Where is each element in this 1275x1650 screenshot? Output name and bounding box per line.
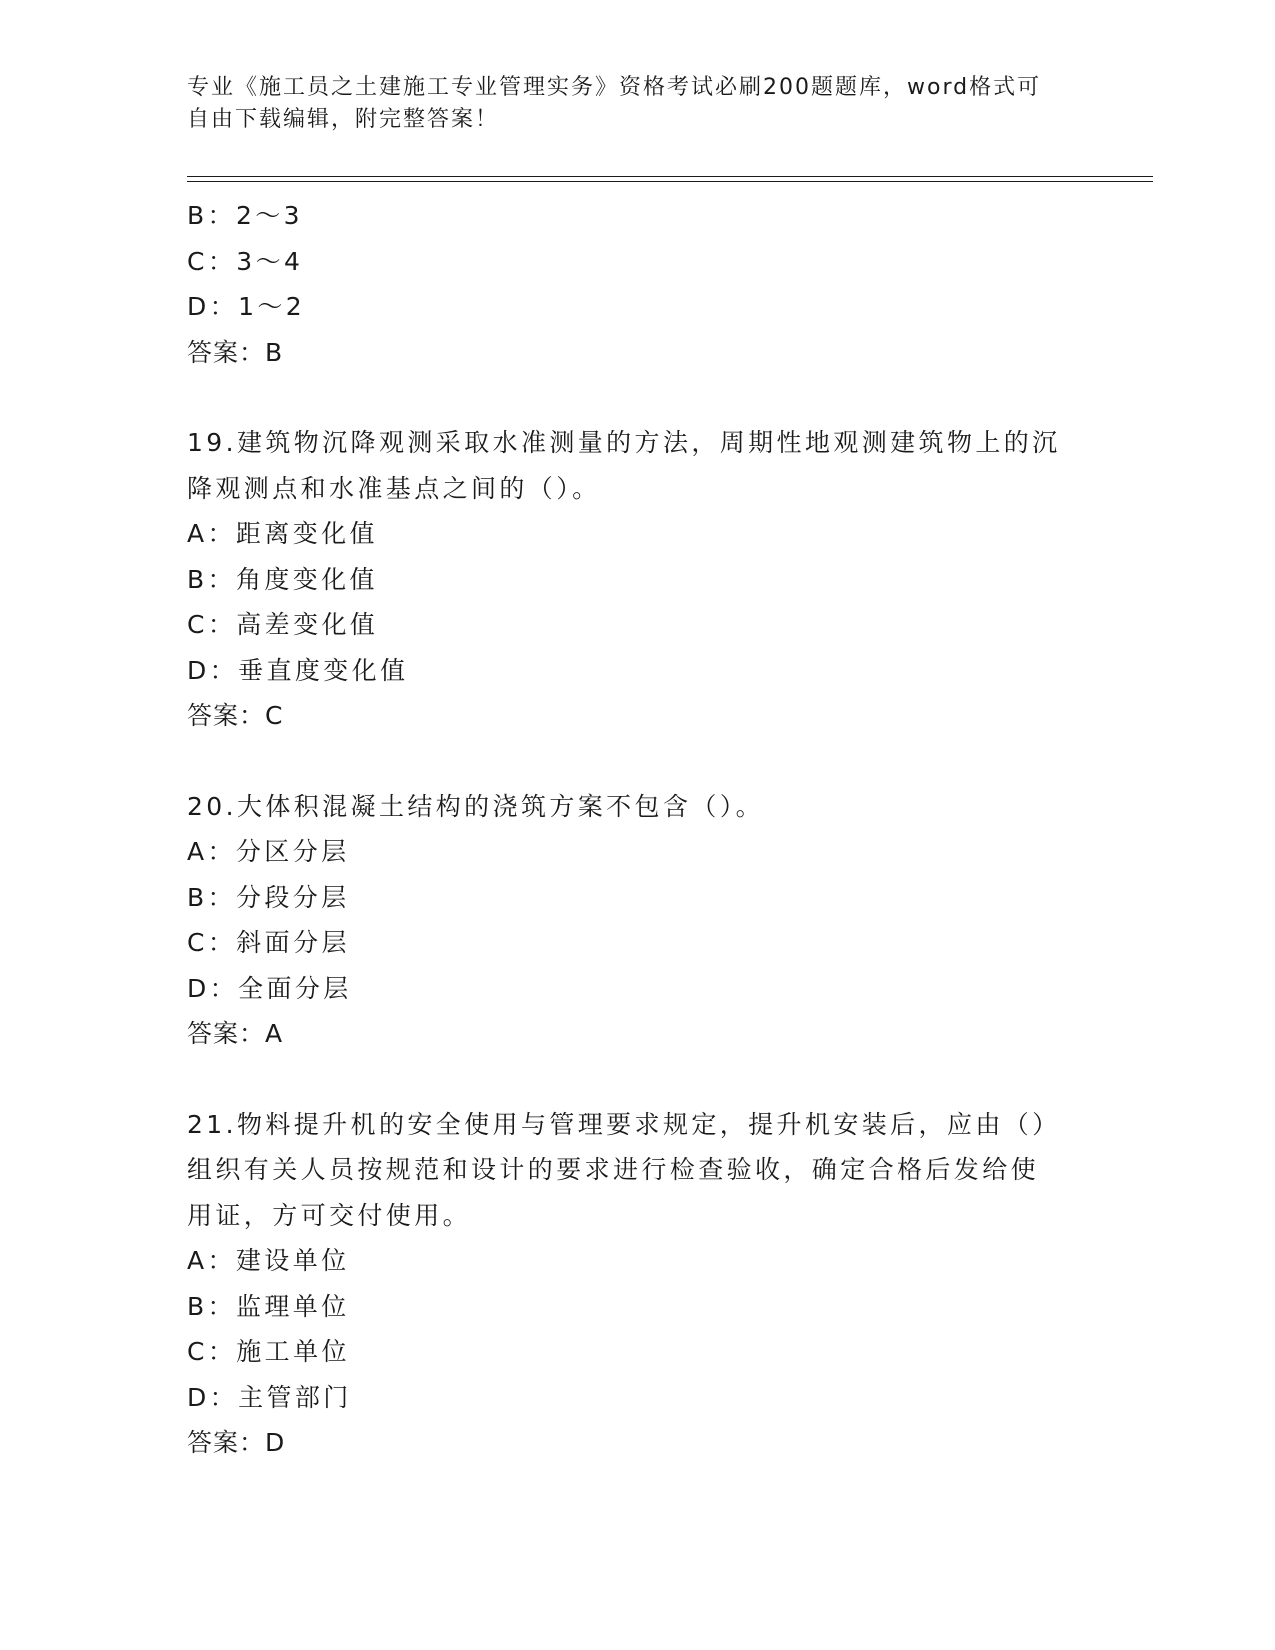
question-stem: 用证，方可交付使用。 <box>187 1200 472 1230</box>
document-header <box>187 72 1067 136</box>
header-title-line-2: 自由下载编辑，附完整答案！ <box>187 107 500 132</box>
option-text: 垂直度变化值 <box>238 655 409 685</box>
option-text: 施工单位 <box>236 1337 350 1366</box>
option-label: D： <box>187 292 239 321</box>
question-stem: 19.建筑物沉降观测采取水准测量的方法，周期性地观测建筑物上的沉 <box>187 428 1061 457</box>
option-d <box>187 966 1087 1012</box>
question-19 <box>187 420 1087 739</box>
option-text: 分区分层 <box>235 837 350 866</box>
header-title-line-1: 专业《施工员之土建施工专业管理实务》资格考试必刷200题题库，word格式可 <box>187 75 1042 100</box>
option-a <box>187 1238 1087 1284</box>
question-stem: 降观测点和水准基点之间的（）。 <box>187 473 601 503</box>
option-c <box>187 920 1087 966</box>
answer: 答案：B <box>187 337 284 367</box>
option-d <box>187 648 1087 694</box>
question-21 <box>187 1102 1087 1466</box>
answer: 答案：D <box>187 1428 286 1457</box>
option-label: C： <box>187 928 237 957</box>
header-divider-top <box>187 176 1153 177</box>
option-d <box>187 1375 1087 1421</box>
option-b <box>187 193 1087 239</box>
option-label: C： <box>187 610 237 639</box>
option-label: B： <box>187 882 236 912</box>
header-divider-bottom <box>187 181 1153 182</box>
question-list <box>187 193 1087 1466</box>
option-label: C： <box>187 1337 237 1366</box>
option-label: A： <box>187 1246 236 1275</box>
option-label: D： <box>187 973 239 1003</box>
option-c <box>187 239 1087 285</box>
option-text: 全面分层 <box>238 973 352 1003</box>
question-stem: 组织有关人员按规范和设计的要求进行检查验收，确定合格后发给使 <box>187 1155 1040 1184</box>
question-18-continuation <box>187 193 1087 375</box>
option-label: A： <box>187 519 236 548</box>
option-b <box>187 875 1087 921</box>
option-label: B： <box>187 201 236 230</box>
option-c <box>187 602 1087 648</box>
option-b <box>187 1284 1087 1330</box>
option-text: 主管部门 <box>238 1382 352 1412</box>
option-label: C： <box>187 246 237 276</box>
spacer <box>187 375 1087 420</box>
option-text: 斜面分层 <box>236 928 350 957</box>
question-stem: 21.物料提升机的安全使用与管理要求规定，提升机安装后，应由（） <box>187 1109 1061 1139</box>
option-text: 分段分层 <box>235 882 350 912</box>
answer: 答案：C <box>187 701 284 730</box>
option-b <box>187 557 1087 603</box>
spacer <box>187 1057 1087 1102</box>
option-a <box>187 511 1087 557</box>
option-label: B： <box>187 1291 236 1321</box>
option-label: D： <box>187 655 239 685</box>
option-label: A： <box>187 837 236 866</box>
option-text: 2～3 <box>235 201 303 230</box>
question-stem: 20.大体积混凝土结构的浇筑方案不包含（）。 <box>187 791 765 821</box>
option-text: 角度变化值 <box>235 564 378 594</box>
option-text: 监理单位 <box>235 1291 350 1321</box>
option-d <box>187 284 1087 330</box>
option-text: 建设单位 <box>235 1246 350 1275</box>
option-text: 距离变化值 <box>235 519 378 548</box>
question-20 <box>187 784 1087 1057</box>
option-text: 1～2 <box>238 292 306 321</box>
spacer <box>187 739 1087 784</box>
answer: 答案：A <box>187 1019 284 1048</box>
option-text: 高差变化值 <box>236 610 379 639</box>
option-a <box>187 829 1087 875</box>
option-label: D： <box>187 1382 239 1412</box>
option-label: B： <box>187 564 236 594</box>
option-text: 3～4 <box>236 246 304 276</box>
option-c <box>187 1329 1087 1375</box>
